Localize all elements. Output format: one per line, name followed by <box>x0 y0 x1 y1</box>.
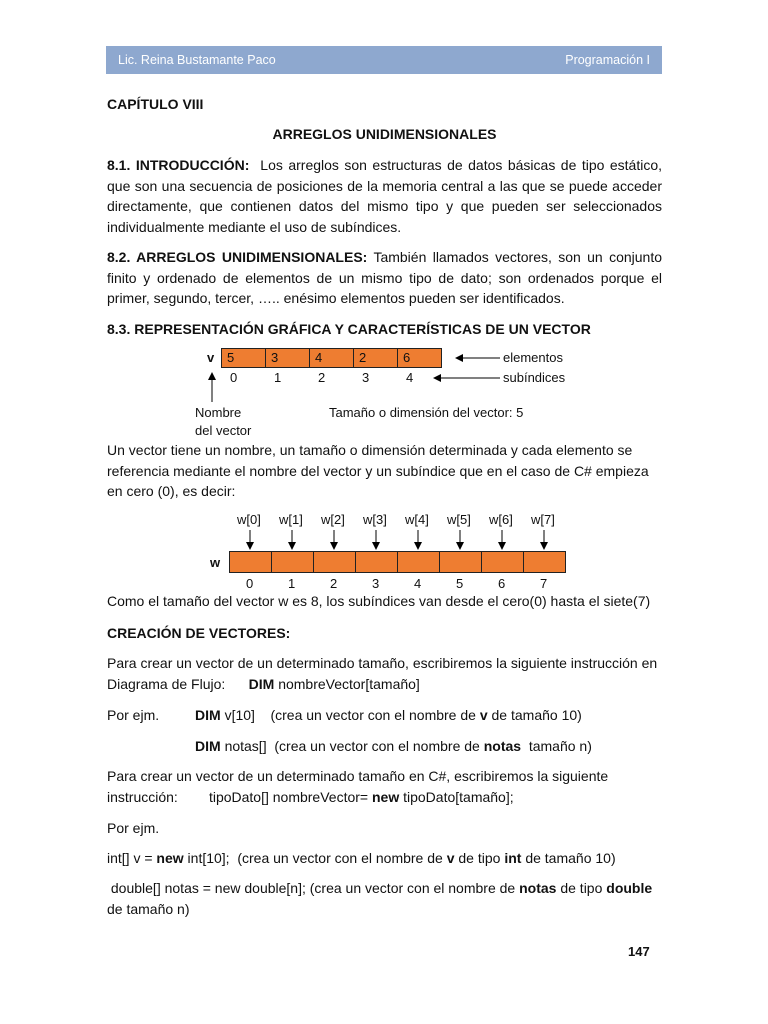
example-dim-1: Por ejm. DIM v[10] (crea un vector con el nombre de v de tamaño 10) <box>107 707 582 723</box>
paragraph-vector-size: Como el tamaño del vector w es 8, los subíndices van desde el cero(0) hasta el siete(7) <box>107 593 651 609</box>
chapter-label: CAPÍTULO VIII <box>107 96 204 112</box>
cell-value: 4 <box>315 350 323 365</box>
cell-label: w[1] <box>279 512 303 527</box>
cell-index: 3 <box>362 370 370 385</box>
vector-cell <box>229 551 272 573</box>
vector-cell <box>313 551 356 573</box>
vector-name: w <box>210 555 221 570</box>
header-author: Lic. Reina Bustamante Paco <box>118 53 276 67</box>
cell-label: w[4] <box>405 512 429 527</box>
cell-value: 6 <box>403 350 411 365</box>
creation-paragraph: Para crear un vector de un determinado tamaño, escribiremos la siguiente instrucción en Diagrama de Flujo: DIM nombreVector[tamaño] <box>107 655 658 692</box>
section-heading: 8.2. ARREGLOS UNIDIMENSIONALES: <box>107 249 368 265</box>
example-label: Por ejm. <box>107 820 160 836</box>
label-size: Tamaño o dimensión del vector: 5 <box>329 405 524 420</box>
section-text: Los arreglos son estructuras de datos básicas de tipo estático, que son una secuencia de posiciones de la memoria central a las que se puede acceder directamente, que contienen datos del mismo tipo y que pueden ser seleccionados individualmente mediante el uso de subíndices. <box>107 157 662 235</box>
vector-name: v <box>207 350 215 365</box>
cell-index: 0 <box>246 576 254 591</box>
example-csharp-1: int[] v = new int[10]; (crea un vector con el nombre de v de tipo int de tamaño 10) <box>107 850 616 866</box>
page-number: 147 <box>628 944 650 959</box>
cell-index: 6 <box>498 576 506 591</box>
cell-index: 2 <box>330 576 338 591</box>
section-text: También llamados vectores, son un conjunto finito y ordenado de elementos de un mismo tipo de dato; son ordenados porque el primer, segundo, tercer, ….. enésimo elementos pueden ser identificados. <box>107 249 662 306</box>
section-heading: 8.1. INTRODUCCIÓN: <box>107 157 250 173</box>
cell-index: 4 <box>414 576 422 591</box>
label-name-2: del vector <box>195 423 252 438</box>
vector-cell <box>271 551 314 573</box>
cell-value: 2 <box>359 350 367 365</box>
cell-index: 2 <box>318 370 326 385</box>
section-representacion: 8.3. REPRESENTACIÓN GRÁFICA Y CARACTERÍSTICAS DE UN VECTOR <box>107 321 591 337</box>
vector-cell <box>355 551 398 573</box>
vector-cell <box>523 551 566 573</box>
cell-index: 1 <box>274 370 282 385</box>
header-course: Programación I <box>565 53 650 67</box>
vector-cell <box>397 551 440 573</box>
cell-value: 5 <box>227 350 235 365</box>
vector-cell <box>481 551 524 573</box>
label-indices: subíndices <box>503 370 566 385</box>
label-elements: elementos <box>503 350 563 365</box>
cell-index: 5 <box>456 576 464 591</box>
cell-value: 3 <box>271 350 279 365</box>
cell-label: w[2] <box>321 512 345 527</box>
cell-index: 4 <box>406 370 414 385</box>
csharp-paragraph: Para crear un vector de un determinado tamaño en C#, escribiremos la siguiente instrucción: tipoDato[] nombreVector= new tipoDato[tamaño]; <box>107 768 609 805</box>
chapter-title: ARREGLOS UNIDIMENSIONALES <box>272 126 497 142</box>
cell-index: 3 <box>372 576 380 591</box>
cell-index: 7 <box>540 576 548 591</box>
cell-label: w[0] <box>237 512 261 527</box>
creation-heading: CREACIÓN DE VECTORES: <box>107 625 291 641</box>
label-name-1: Nombre <box>195 405 242 420</box>
paragraph-vector-intro: Un vector tiene un nombre, un tamaño o dimensión determinada y cada elemento se referencia mediante el nombre del vector y un subíndice que en el caso de C# empieza en cero (0), es decir: <box>107 442 649 499</box>
cell-label: w[6] <box>489 512 513 527</box>
cell-index: 1 <box>288 576 296 591</box>
cell-index: 0 <box>230 370 238 385</box>
cell-label: w[7] <box>531 512 555 527</box>
vector-cell <box>439 551 482 573</box>
cell-label: w[3] <box>363 512 387 527</box>
example-csharp-2: double[] notas = new double[n]; (crea un vector con el nombre de notas de tipo double de tamaño n) <box>107 880 653 917</box>
cell-label: w[5] <box>447 512 471 527</box>
